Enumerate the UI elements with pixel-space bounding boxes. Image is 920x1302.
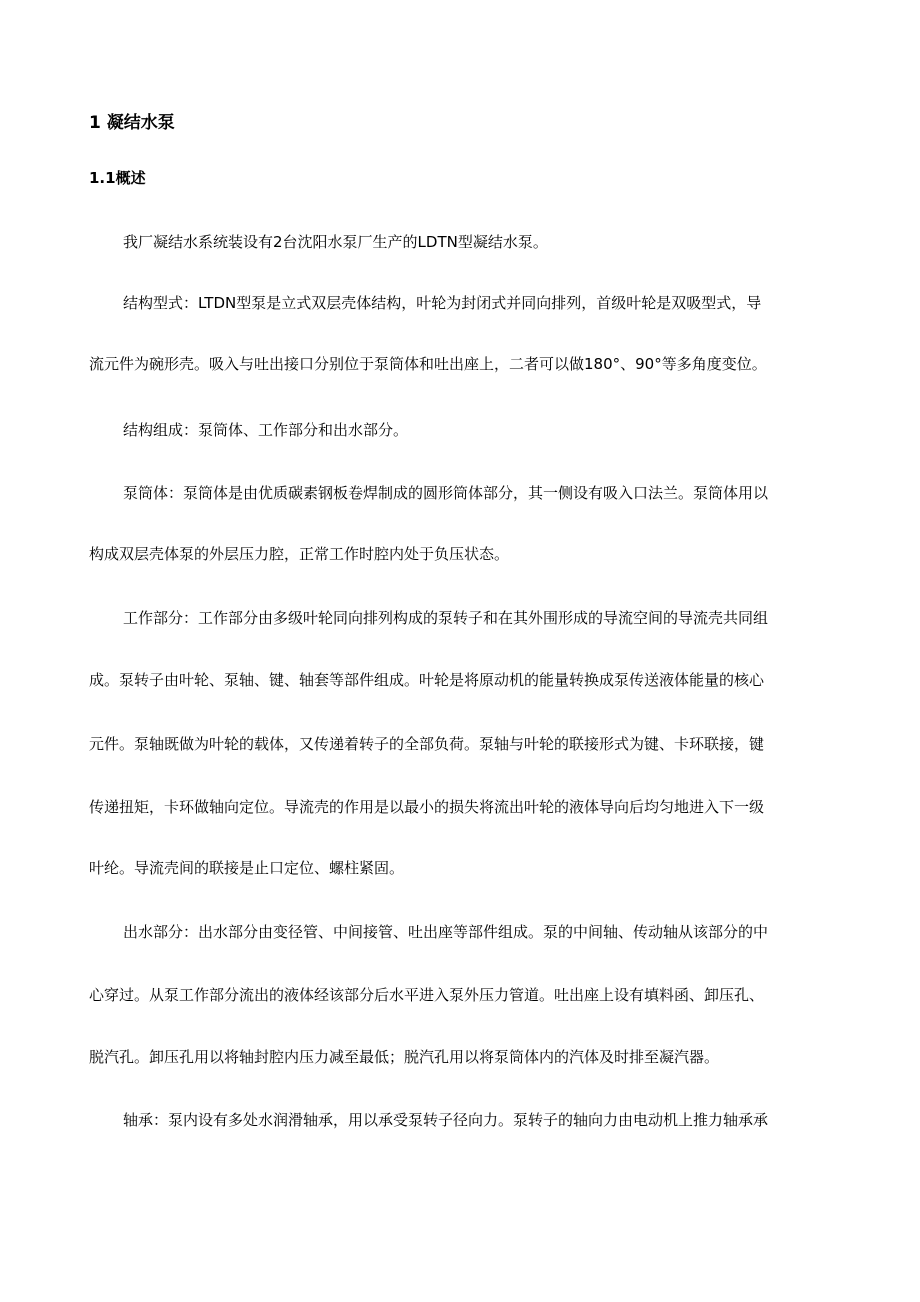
- paragraph-working-part-line-1: 工作部分：工作部分由多级叶轮同向排列构成的泵转子和在其外围形成的导流空间的导流壳共同组: [123, 609, 769, 627]
- paragraph-discharge-part-line-1: 出水部分：出水部分由变径管、中间接管、吐出座等部件组成。泵的中间轴、传动轴从该部分的中: [123, 923, 769, 941]
- paragraph-intro: 我厂凝结水系统装设有2台沈阳水泵厂生产的LDTN型凝结水泵。: [123, 233, 548, 251]
- subsection-heading: 1.1概述: [89, 169, 146, 187]
- section-heading: 1 凝结水泵: [89, 113, 175, 133]
- paragraph-structure-type-line-2: 流元件为碗形壳。吸入与吐出接口分别位于泵筒体和吐出座上，二者可以做180°、90°等多角度变位。: [89, 355, 767, 373]
- paragraph-pump-barrel-line-2: 构成双层壳体泵的外层压力腔，正常工作时腔内处于负压状态。: [89, 545, 510, 563]
- paragraph-working-part-line-3: 元件。泵轴既做为叶轮的载体，又传递着转子的全部负荷。泵轴与叶轮的联接形式为键、卡环联接，键: [89, 735, 765, 753]
- paragraph-pump-barrel-line-1: 泵筒体：泵筒体是由优质碳素钢板卷焊制成的圆形筒体部分，其一侧设有吸入口法兰。泵筒体用以: [123, 484, 769, 502]
- paragraph-discharge-part-line-3: 脱汽孔。卸压孔用以将轴封腔内压力减至最低；脱汽孔用以将泵筒体内的汽体及时排至凝汽器。: [89, 1048, 720, 1066]
- paragraph-working-part-line-5: 叶纶。导流壳间的联接是止口定位、螺柱紧固。: [89, 859, 405, 877]
- paragraph-discharge-part-line-2: 心穿过。从泵工作部分流出的液体经该部分后水平进入泵外压力管道。吐出座上设有填料函、卸压孔、: [89, 986, 765, 1004]
- paragraph-working-part-line-4: 传递扭矩，卡环做轴向定位。导流壳的作用是以最小的损失将流出叶轮的液体导向后均匀地进入下一级: [89, 798, 765, 816]
- paragraph-structure-type-line-1: 结构型式：LTDN型泵是立式双层壳体结构，叶轮为封闭式并同向排列，首级叶轮是双吸型式，导: [123, 294, 762, 312]
- paragraph-bearing-line-1: 轴承：泵内设有多处水润滑轴承，用以承受泵转子径向力。泵转子的轴向力由电动机上推力轴承承: [123, 1111, 769, 1129]
- paragraph-working-part-line-2: 成。泵转子由叶轮、泵轴、键、轴套等部件组成。叶轮是将原动机的能量转换成泵传送液体能量的核心: [89, 671, 765, 689]
- paragraph-structure-composition: 结构组成：泵筒体、工作部分和出水部分。: [123, 421, 409, 439]
